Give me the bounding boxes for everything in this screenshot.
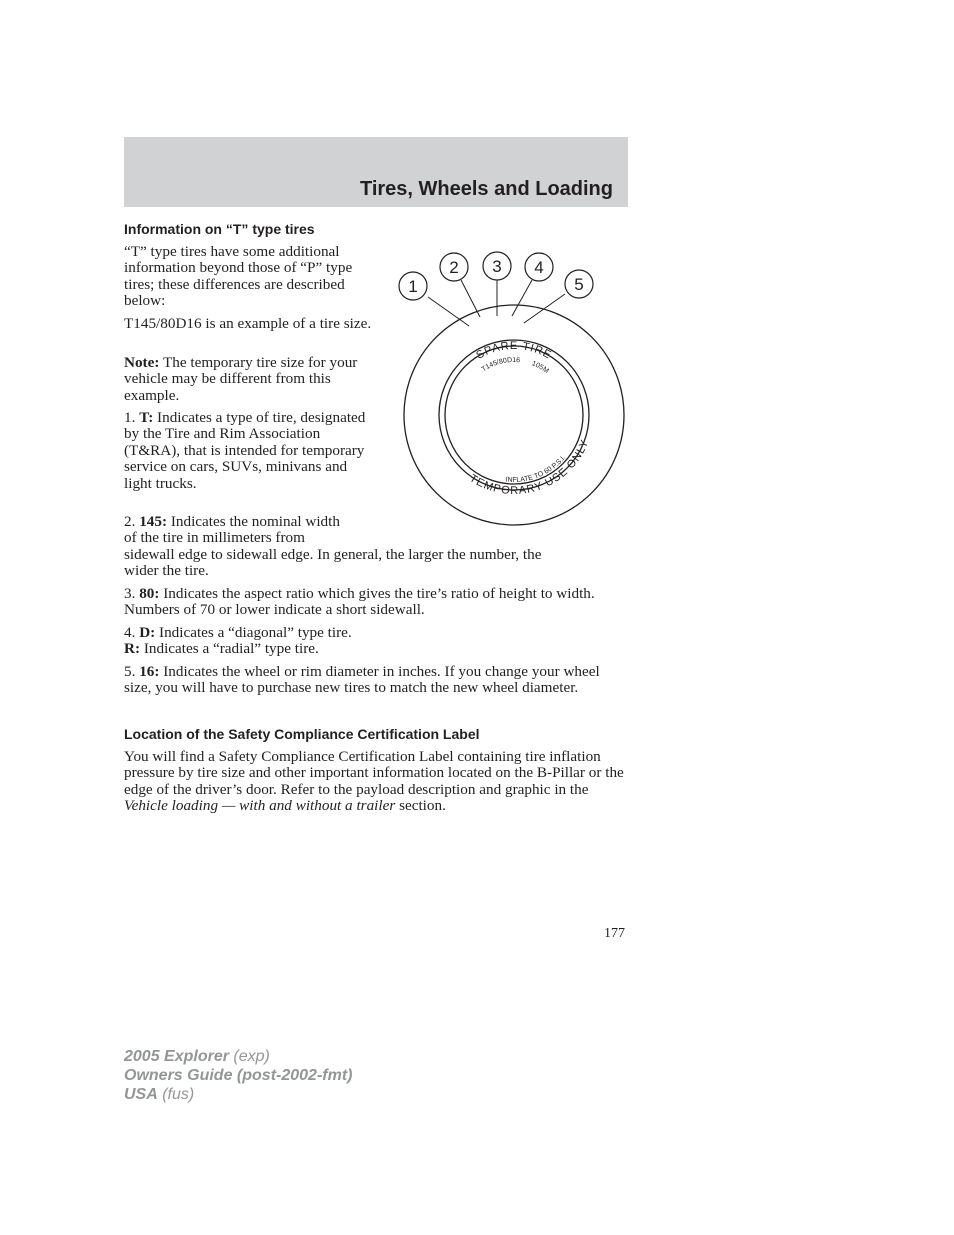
callout-number-5: 5 [574,275,584,294]
certification-paragraph [124,749,628,815]
note-text: The temporary tire size for your vehicle may be different from this example. [124,354,358,404]
size-code-text: T145/80D16 [480,356,521,374]
section-heading-t-type: Information on “T” type tires [124,221,315,237]
item-text-end: wider the tire. [124,562,209,580]
item-code: 145: [139,513,168,530]
item-code: 16: [139,663,160,680]
sidewall-top-text: SPARE TIRE [474,339,554,362]
list-item [124,586,628,619]
footer-model-code: (exp) [228,1048,270,1065]
item-number: 1. [124,409,140,426]
callout-leader-2 [461,280,480,317]
item-text-cont: of the tire in millimeters from [124,529,305,547]
intro-paragraph: “T” type tires have some additional information beyond those of “P” type tires; these differences are described below: [124,243,353,310]
item-number: 4. [124,624,140,641]
callout-number-4: 4 [534,258,544,277]
item-text-tail: sidewall edge to sidewall edge. In general, the larger the number, the [124,545,542,563]
item-code: 80: [139,585,160,602]
item-number: 3. [124,585,140,602]
footer-model: 2005 Explorer [124,1048,229,1065]
callout-number-3: 3 [492,257,502,276]
item-text: Indicates a “diagonal” type tire. [155,624,352,641]
callout-leader-1 [428,297,469,326]
item-text: Indicates the wheel or rim diameter in inches. If you change your wheel size, you will have to purchase new tires to match the new wheel diameter. [124,663,600,697]
callout-number-2: 2 [449,258,459,277]
item-text-head: Indicates the nominal width [167,513,340,530]
cert-text: You will find a Safety Compliance Certification Label containing tire inflation pressure by tire size and other important information located on the B-Pillar or the edge of the driver’s door. Refer to the payload description and graphic in the [124,748,624,798]
section-heading-certification-label: Location of the Safety Compliance Certification Label [124,726,480,742]
callout-number-1: 1 [408,277,418,296]
tire-diagram [395,250,627,534]
list-item [124,664,628,697]
item-code: R: [124,640,141,658]
item-text: Indicates the aspect ratio which gives the tire’s ratio of height to width. Numbers of 70 or lower indicate a short sidewall. [124,585,595,619]
tire-sidewall-figure [395,250,627,534]
item-code: D: [139,624,156,641]
item-text: Indicates a “radial” type tire. [140,640,319,658]
footer-market-code: (fus) [157,1086,195,1103]
header-band [124,137,628,207]
footer-line-1 [124,1047,352,1066]
load-speed-text: 105M [530,360,550,375]
cross-reference-italic: Vehicle loading — with and without a trailer [124,797,396,815]
inflate-text: INFLATE TO 60 P.S.I. [505,454,568,484]
page-number: 177 [604,926,625,941]
note-paragraph [124,355,374,404]
cert-text-end: section. [395,797,446,815]
item-number: 5. [124,663,140,680]
page-title: Tires, Wheels and Loading [359,178,613,200]
footer-market: USA [124,1086,158,1103]
document-footer [124,1047,352,1104]
note-label: Note: [124,354,160,371]
example-paragraph: T145/80D16 is an example of a tire size. [124,315,372,332]
footer-line-2 [124,1066,352,1085]
footer-line-3 [124,1085,352,1104]
item-number: 2. [124,513,140,530]
item-text: Indicates a type of tire, designated by the Tire and Rim Association (T&RA), that is intended for temporary service on cars, SUVs, minivans and light trucks. [124,409,366,492]
sidewall-bottom-text: TEMPORARY USE ONLY [467,437,592,498]
list-item [124,625,628,658]
item-code: T: [139,409,154,426]
list-item [124,410,374,492]
footer-guide: Owners Guide (post-2002-fmt) [124,1067,353,1084]
